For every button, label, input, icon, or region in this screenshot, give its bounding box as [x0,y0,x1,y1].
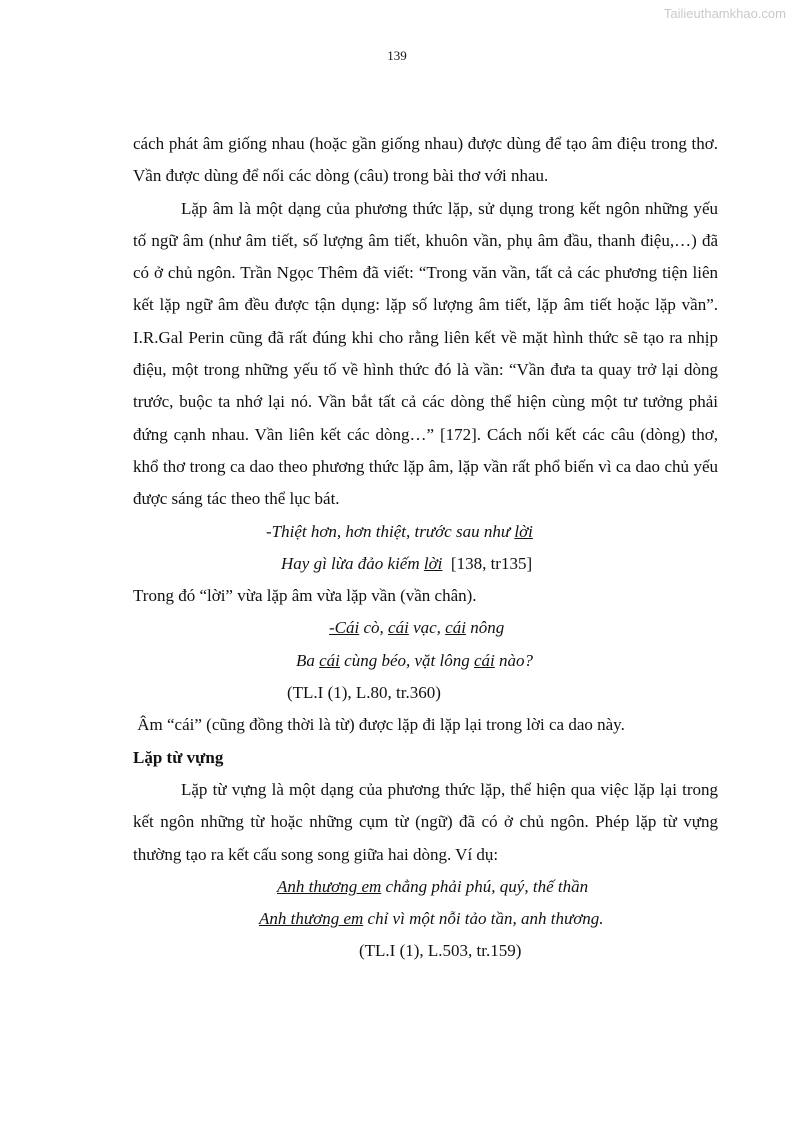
poem3-line1 [133,871,718,903]
underlined-word: lời [514,521,533,541]
poem-text: Ba [296,650,320,670]
poem-text: chỉ vì một nỗi tảo tần, anh thương. [363,909,604,929]
underlined-phrase: Anh thương em [277,876,382,896]
poem2-line1 [133,612,718,644]
poem-text: Hay gì lừa đảo kiếm [281,553,424,573]
page-body [133,128,718,968]
paragraph-explanation-cai: Âm “cái” (cũng đồng thời là từ) được lặp đi lặp lại trong lời ca dao này. [133,715,625,735]
poem-text: cùng béo, vặt lông [339,650,475,670]
underlined-word: cái [445,618,466,638]
underlined-word: lời [423,553,443,573]
underlined-word: cái [388,618,409,638]
underlined-word: cái [474,650,495,670]
paragraph-lap-tu-vung: Lặp từ vựng là một dạng của phương thức lặp, thể hiện qua việc lặp lại trong kết ngôn những từ hoặc những cụm từ (ngữ) đã có ở chủ ngôn. Phép lặp từ vựng thường tạo ra kết cấu song song giữa hai dòng. Ví dụ: [133,779,718,864]
poem2-citation: (TL.I (1), L.80, tr.360) [287,683,441,703]
underlined-phrase: Anh thương em [259,909,364,929]
poem1-line2 [133,548,718,580]
poem-text: vạc, [408,618,446,638]
watermark: Tailieuthamkhao.com [663,6,786,21]
poem3-citation: (TL.I (1), L.503, tr.159) [359,941,522,961]
underlined-word: -Cái [329,618,360,638]
paragraph-lap-am: Lặp âm là một dạng của phương thức lặp, sử dụng trong kết ngôn những yếu tố ngữ âm (như âm tiết, số lượng âm tiết, khuôn vần, phụ âm đầu, thanh điệu,…) đã có ở chủ ngôn. Trần Ngọc Thêm đã viết: “Trong văn vần, tất cả các phương tiện liên kết lặp ngữ âm đều được tận dụng: lặp số lượng âm tiết, lặp âm tiết hoặc lặp vần”. I.R.Gal Perin cũng đã rất đúng khi cho rằng liên kết về mặt hình thức sẽ tạo ra nhịp điệu, một trong những yếu tố về hình thức đó là vần: “Vần đưa ta quay trở lại dòng trước, buộc ta nhớ lại nó. Vần bắt tất cả các dòng thể hiện cùng một tư tưởng phải đứng cạnh nhau. Vần liên kết các dòng…” [172]. Cách nối kết các câu (dòng) thơ, khổ thơ trong ca dao theo phương thức lặp âm, lặp vần rất phổ biến vì ca dao chủ yếu được sáng tác theo thể lục bát. [133,198,718,509]
poem2-line2 [133,645,718,677]
underlined-word: cái [319,650,340,670]
poem-text: chẳng phải phú, quý, thế thần [381,876,589,896]
poem-text: nào? [494,650,534,670]
poem-text: nông [465,618,505,638]
poem-text: cò, [359,618,389,638]
poem3-line2 [133,903,718,935]
poem1-line1 [133,516,718,548]
page-number: 139 [387,48,407,63]
paragraph-explanation-loi: Trong đó “lời” vừa lặp âm vừa lặp vần (vần chân). [133,586,477,606]
section-heading: Lặp từ vựng [133,747,224,767]
paragraph-intro: cách phát âm giống nhau (hoặc gần giống nhau) được dùng để tạo âm điệu trong thơ. Vần được dùng để nối các dòng (câu) trong bài thơ với nhau. [133,134,718,186]
poem-text: -Thiệt hơn, hơn thiệt, trước sau như [266,521,515,541]
citation: [138, tr135] [442,553,533,573]
